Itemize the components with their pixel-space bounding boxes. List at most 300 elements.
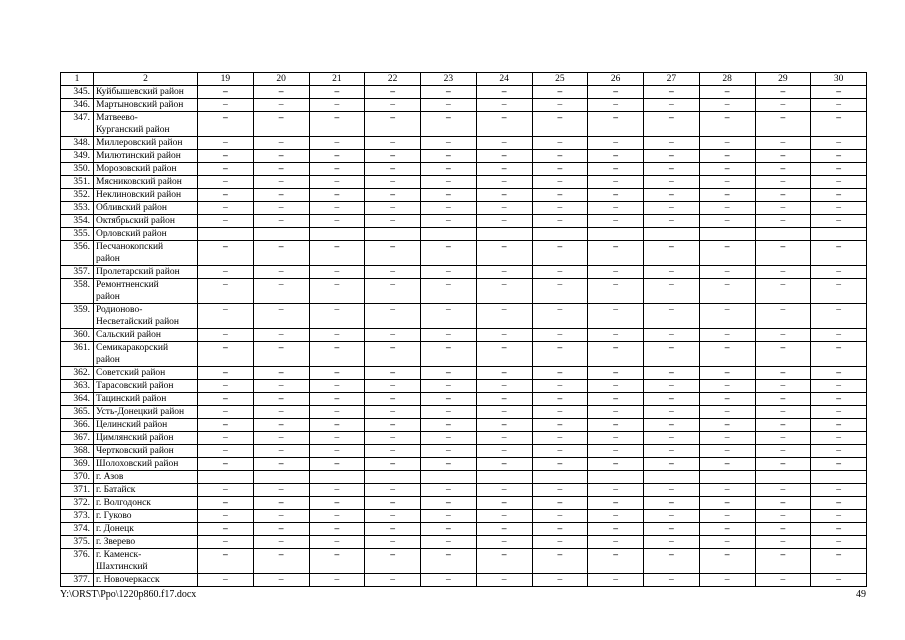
row-name	[94, 536, 198, 549]
value-cell: –	[309, 176, 365, 189]
value-cell: –	[699, 304, 755, 329]
value-cell: –	[421, 150, 477, 163]
value-cell: –	[755, 523, 811, 536]
value-cell: –	[811, 329, 867, 342]
row-name	[94, 99, 198, 112]
row-number: 370.	[61, 471, 94, 484]
value-cell: –	[253, 367, 309, 380]
value-cell	[253, 228, 309, 241]
value-cell: –	[253, 432, 309, 445]
value-cell: –	[755, 99, 811, 112]
row-number: 363.	[61, 380, 94, 393]
value-cell: –	[532, 510, 588, 523]
value-cell: –	[755, 266, 811, 279]
row-name	[94, 393, 198, 406]
value-cell: –	[309, 406, 365, 419]
value-cell: –	[532, 536, 588, 549]
value-cell: –	[699, 86, 755, 99]
row-name	[94, 419, 198, 432]
value-cell: –	[755, 86, 811, 99]
row-name	[94, 266, 198, 279]
row-name-line: Чертковский район	[96, 446, 174, 456]
value-cell: –	[532, 419, 588, 432]
value-cell: –	[421, 510, 477, 523]
value-cell: –	[811, 215, 867, 228]
row-name-line: Семикаракорский	[96, 343, 169, 353]
value-cell: –	[198, 342, 254, 367]
value-cell: –	[699, 458, 755, 471]
value-cell: –	[421, 137, 477, 150]
value-cell: –	[476, 574, 532, 587]
row-name	[94, 86, 198, 99]
row-name	[94, 380, 198, 393]
row-number: 375.	[61, 536, 94, 549]
row-name-line: район	[96, 355, 120, 365]
value-cell: –	[532, 445, 588, 458]
table-row	[61, 432, 867, 445]
value-cell: –	[644, 329, 700, 342]
value-cell: –	[755, 458, 811, 471]
value-cell: –	[253, 523, 309, 536]
value-cell: –	[309, 523, 365, 536]
value-cell: –	[421, 266, 477, 279]
value-cell: –	[811, 432, 867, 445]
value-cell: –	[699, 574, 755, 587]
value-cell: –	[198, 189, 254, 202]
value-cell: –	[309, 367, 365, 380]
value-cell: –	[532, 189, 588, 202]
value-cell: –	[644, 510, 700, 523]
value-cell: –	[421, 523, 477, 536]
value-cell: –	[699, 329, 755, 342]
value-cell: –	[699, 393, 755, 406]
value-cell: –	[198, 137, 254, 150]
value-cell: –	[811, 536, 867, 549]
table-row	[61, 574, 867, 587]
value-cell: –	[365, 137, 421, 150]
value-cell: –	[476, 329, 532, 342]
value-cell: –	[588, 510, 644, 523]
value-cell: –	[532, 137, 588, 150]
table-header-row	[61, 73, 867, 86]
value-cell: –	[699, 497, 755, 510]
value-cell: –	[532, 432, 588, 445]
value-cell: –	[198, 380, 254, 393]
value-cell: –	[476, 549, 532, 574]
value-cell: –	[309, 536, 365, 549]
value-cell: –	[755, 342, 811, 367]
value-cell: –	[253, 445, 309, 458]
value-cell: –	[476, 523, 532, 536]
row-name-line: Несветайский район	[96, 317, 180, 327]
value-cell: –	[309, 497, 365, 510]
value-cell: –	[365, 574, 421, 587]
value-cell: –	[644, 202, 700, 215]
table-row	[61, 86, 867, 99]
value-cell: –	[198, 484, 254, 497]
table-row	[61, 137, 867, 150]
value-cell: –	[755, 215, 811, 228]
value-cell: –	[365, 549, 421, 574]
value-cell: –	[476, 176, 532, 189]
value-cell: –	[253, 279, 309, 304]
value-cell: –	[532, 99, 588, 112]
value-cell: –	[198, 523, 254, 536]
value-cell: –	[532, 266, 588, 279]
value-cell: –	[421, 342, 477, 367]
table-row	[61, 228, 867, 241]
row-number: 346.	[61, 99, 94, 112]
value-cell: –	[755, 393, 811, 406]
table-row	[61, 163, 867, 176]
value-cell	[365, 228, 421, 241]
value-cell: –	[365, 163, 421, 176]
row-name	[94, 484, 198, 497]
row-name-line: Шолоховский район	[96, 459, 179, 469]
row-name	[94, 241, 198, 266]
value-cell: –	[476, 458, 532, 471]
value-cell: –	[421, 445, 477, 458]
value-cell: –	[365, 458, 421, 471]
row-name	[94, 189, 198, 202]
table-row	[61, 419, 867, 432]
value-cell: –	[644, 279, 700, 304]
value-cell: –	[198, 266, 254, 279]
row-number: 369.	[61, 458, 94, 471]
value-cell: –	[365, 536, 421, 549]
value-cell: –	[253, 163, 309, 176]
row-name	[94, 202, 198, 215]
table-row	[61, 279, 867, 304]
value-cell: –	[811, 163, 867, 176]
value-cell: –	[644, 419, 700, 432]
value-cell: –	[588, 549, 644, 574]
table-row	[61, 150, 867, 163]
value-cell: –	[421, 241, 477, 266]
row-name-line: Орловский район	[96, 229, 167, 239]
value-cell: –	[309, 380, 365, 393]
value-cell: –	[755, 279, 811, 304]
row-name	[94, 471, 198, 484]
row-name	[94, 329, 198, 342]
value-cell: –	[309, 189, 365, 202]
value-cell: –	[365, 112, 421, 137]
value-cell: –	[532, 497, 588, 510]
value-cell: –	[644, 150, 700, 163]
value-cell: –	[811, 342, 867, 367]
value-cell: –	[755, 329, 811, 342]
row-number: 359.	[61, 304, 94, 329]
value-cell: –	[532, 393, 588, 406]
value-cell: –	[644, 266, 700, 279]
row-name	[94, 279, 198, 304]
value-cell: –	[755, 510, 811, 523]
value-cell	[365, 471, 421, 484]
value-cell	[309, 228, 365, 241]
value-cell: –	[532, 329, 588, 342]
value-cell: –	[755, 419, 811, 432]
value-cell: –	[421, 176, 477, 189]
row-name-line: Мясниковский район	[96, 177, 182, 187]
value-cell: –	[476, 536, 532, 549]
value-cell: –	[588, 202, 644, 215]
value-cell	[588, 228, 644, 241]
value-cell: –	[699, 367, 755, 380]
value-cell: –	[365, 176, 421, 189]
value-cell: –	[309, 137, 365, 150]
header-cell: 27	[644, 73, 700, 86]
value-cell: –	[532, 86, 588, 99]
value-cell: –	[365, 266, 421, 279]
value-cell	[644, 471, 700, 484]
value-cell: –	[421, 393, 477, 406]
value-cell: –	[699, 150, 755, 163]
value-cell: –	[365, 202, 421, 215]
value-cell: –	[198, 304, 254, 329]
value-cell: –	[365, 445, 421, 458]
value-cell: –	[421, 202, 477, 215]
value-cell: –	[811, 510, 867, 523]
value-cell: –	[253, 458, 309, 471]
value-cell: –	[699, 266, 755, 279]
value-cell: –	[588, 137, 644, 150]
value-cell: –	[253, 510, 309, 523]
page-number: 49	[856, 589, 866, 600]
value-cell: –	[198, 367, 254, 380]
value-cell: –	[253, 99, 309, 112]
value-cell: –	[644, 215, 700, 228]
value-cell: –	[421, 497, 477, 510]
value-cell: –	[644, 176, 700, 189]
value-cell: –	[365, 510, 421, 523]
value-cell: –	[811, 112, 867, 137]
value-cell: –	[755, 497, 811, 510]
value-cell: –	[309, 393, 365, 406]
value-cell: –	[365, 99, 421, 112]
header-cell: 30	[811, 73, 867, 86]
value-cell: –	[365, 329, 421, 342]
value-cell: –	[476, 215, 532, 228]
value-cell: –	[755, 432, 811, 445]
value-cell: –	[198, 406, 254, 419]
value-cell: –	[532, 163, 588, 176]
value-cell: –	[588, 176, 644, 189]
value-cell	[755, 228, 811, 241]
value-cell: –	[588, 86, 644, 99]
row-number: 352.	[61, 189, 94, 202]
value-cell: –	[588, 445, 644, 458]
value-cell: –	[811, 393, 867, 406]
value-cell: –	[421, 86, 477, 99]
row-name-line: Целинский район	[96, 420, 168, 430]
row-number: 351.	[61, 176, 94, 189]
table-row	[61, 497, 867, 510]
value-cell: –	[421, 484, 477, 497]
value-cell: –	[476, 367, 532, 380]
header-cell: 28	[699, 73, 755, 86]
table-row	[61, 304, 867, 329]
value-cell: –	[811, 419, 867, 432]
table-row	[61, 393, 867, 406]
header-cell: 25	[532, 73, 588, 86]
row-name	[94, 406, 198, 419]
value-cell: –	[755, 241, 811, 266]
value-cell: –	[365, 189, 421, 202]
value-cell: –	[253, 484, 309, 497]
row-name	[94, 150, 198, 163]
row-name-line: Куйбышевский район	[96, 87, 184, 97]
value-cell: –	[198, 215, 254, 228]
value-cell: –	[365, 484, 421, 497]
table-row	[61, 510, 867, 523]
row-name-line: район	[96, 292, 120, 302]
value-cell: –	[198, 86, 254, 99]
value-cell: –	[755, 202, 811, 215]
value-cell: –	[532, 484, 588, 497]
value-cell: –	[588, 99, 644, 112]
value-cell: –	[811, 574, 867, 587]
row-number: 377.	[61, 574, 94, 587]
row-number: 364.	[61, 393, 94, 406]
value-cell: –	[476, 419, 532, 432]
row-name	[94, 137, 198, 150]
value-cell: –	[644, 458, 700, 471]
row-name	[94, 445, 198, 458]
value-cell: –	[699, 241, 755, 266]
value-cell: –	[309, 215, 365, 228]
value-cell: –	[253, 189, 309, 202]
value-cell: –	[644, 137, 700, 150]
row-name	[94, 432, 198, 445]
value-cell: –	[532, 523, 588, 536]
value-cell	[476, 228, 532, 241]
table-row	[61, 367, 867, 380]
value-cell: –	[588, 393, 644, 406]
value-cell: –	[699, 445, 755, 458]
header-cell: 23	[421, 73, 477, 86]
value-cell: –	[365, 380, 421, 393]
row-number: 356.	[61, 241, 94, 266]
value-cell: –	[253, 304, 309, 329]
table-row	[61, 329, 867, 342]
value-cell: –	[699, 536, 755, 549]
row-number: 347.	[61, 112, 94, 137]
value-cell: –	[253, 176, 309, 189]
value-cell: –	[532, 304, 588, 329]
value-cell	[253, 471, 309, 484]
value-cell: –	[644, 432, 700, 445]
value-cell: –	[476, 163, 532, 176]
row-name-line: Пролетарский район	[96, 267, 180, 277]
value-cell: –	[644, 86, 700, 99]
value-cell: –	[532, 574, 588, 587]
header-cell: 21	[309, 73, 365, 86]
value-cell	[644, 228, 700, 241]
value-cell: –	[644, 241, 700, 266]
row-name-line: район	[96, 254, 120, 264]
value-cell: –	[588, 458, 644, 471]
value-cell: –	[532, 112, 588, 137]
value-cell: –	[421, 574, 477, 587]
row-name	[94, 458, 198, 471]
table-row	[61, 215, 867, 228]
value-cell: –	[309, 86, 365, 99]
value-cell: –	[755, 163, 811, 176]
value-cell: –	[365, 406, 421, 419]
value-cell: –	[421, 406, 477, 419]
value-cell: –	[309, 279, 365, 304]
value-cell: –	[421, 380, 477, 393]
row-name-line: г. Гуково	[96, 511, 132, 521]
value-cell: –	[198, 458, 254, 471]
value-cell: –	[644, 536, 700, 549]
value-cell: –	[198, 549, 254, 574]
value-cell	[811, 228, 867, 241]
value-cell: –	[699, 202, 755, 215]
value-cell: –	[588, 523, 644, 536]
value-cell: –	[309, 342, 365, 367]
value-cell: –	[755, 112, 811, 137]
value-cell: –	[811, 380, 867, 393]
file-path: Y:\ORST\Ppo\1220p860.f17.docx	[60, 589, 197, 600]
row-name-line: Советский район	[96, 368, 166, 378]
value-cell: –	[644, 112, 700, 137]
value-cell: –	[365, 150, 421, 163]
value-cell: –	[476, 266, 532, 279]
table-row	[61, 484, 867, 497]
value-cell: –	[532, 150, 588, 163]
value-cell: –	[309, 304, 365, 329]
row-name-line: Песчанокопский	[96, 242, 164, 252]
row-number: 373.	[61, 510, 94, 523]
value-cell: –	[588, 342, 644, 367]
value-cell: –	[755, 380, 811, 393]
value-cell: –	[198, 99, 254, 112]
value-cell: –	[476, 510, 532, 523]
value-cell: –	[699, 279, 755, 304]
value-cell: –	[755, 189, 811, 202]
row-name-line: Усть-Донецкий район	[96, 407, 185, 417]
table-row	[61, 202, 867, 215]
row-number: 361.	[61, 342, 94, 367]
value-cell: –	[309, 419, 365, 432]
value-cell: –	[588, 189, 644, 202]
row-number: 345.	[61, 86, 94, 99]
value-cell: –	[198, 279, 254, 304]
row-name-line: г. Зверево	[96, 537, 136, 547]
value-cell: –	[421, 432, 477, 445]
value-cell: –	[421, 329, 477, 342]
value-cell: –	[198, 150, 254, 163]
value-cell	[532, 228, 588, 241]
value-cell	[699, 228, 755, 241]
value-cell: –	[476, 406, 532, 419]
value-cell: –	[476, 432, 532, 445]
value-cell: –	[699, 523, 755, 536]
table-row	[61, 536, 867, 549]
row-name-line: Обливский район	[96, 203, 167, 213]
value-cell: –	[253, 574, 309, 587]
value-cell: –	[811, 266, 867, 279]
value-cell: –	[588, 241, 644, 266]
value-cell: –	[699, 99, 755, 112]
value-cell: –	[253, 202, 309, 215]
table-row	[61, 241, 867, 266]
value-cell: –	[811, 176, 867, 189]
value-cell: –	[476, 279, 532, 304]
value-cell: –	[644, 574, 700, 587]
row-name	[94, 215, 198, 228]
